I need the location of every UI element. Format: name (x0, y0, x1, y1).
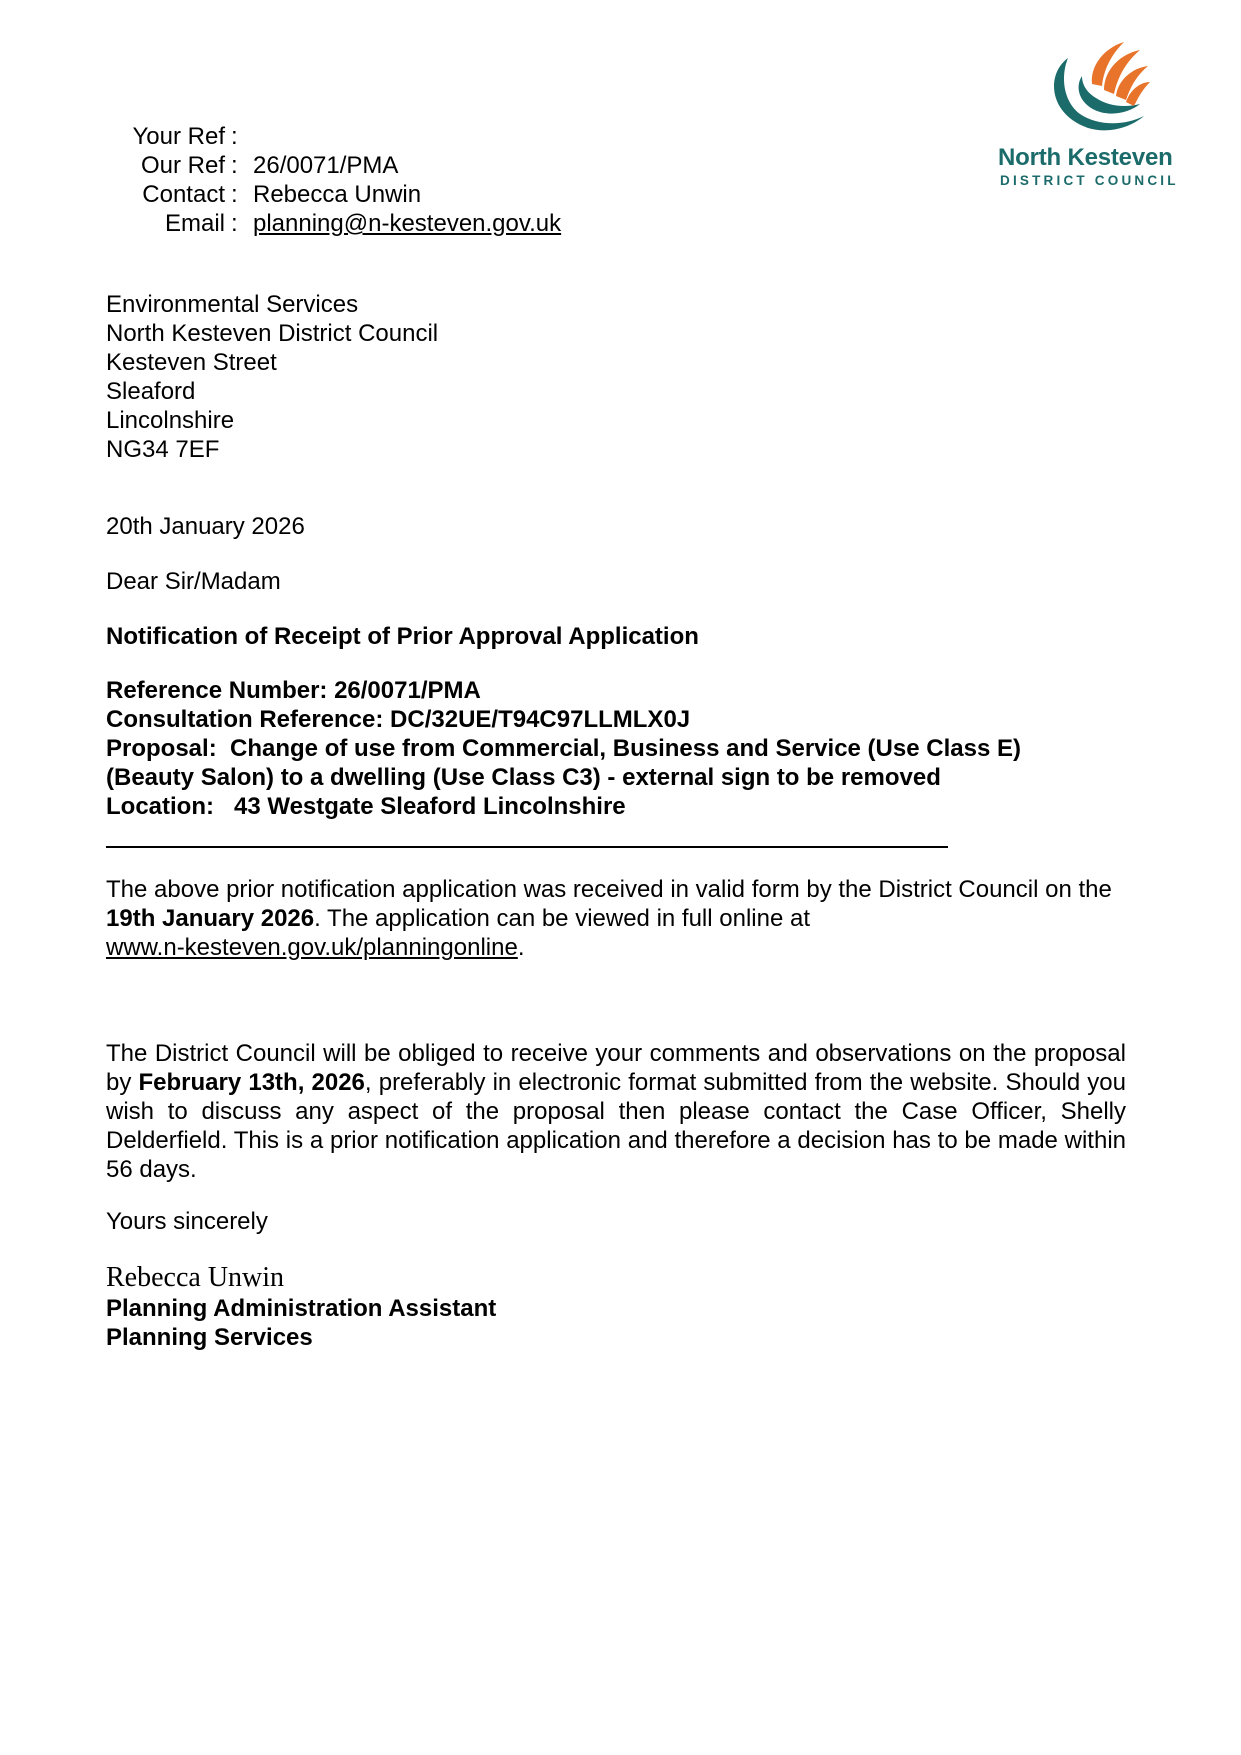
planning-online-link[interactable]: www.n-kesteven.gov.uk/planningonline (106, 934, 518, 961)
ref-value (247, 122, 253, 151)
signatory-title: Planning Administration Assistant (106, 1295, 497, 1322)
notification-title: Notification of Receipt of Prior Approval Application (106, 623, 699, 650)
reference-block (90, 122, 561, 238)
proposal-line-2: (Beauty Salon) to a dwelling (Use Class C3) - external sign to be removed (106, 764, 941, 791)
address-line: Lincolnshire (106, 407, 235, 434)
council-logo (998, 36, 1198, 196)
address-line: Sleaford (106, 378, 196, 405)
ref-row-contact: Contact : Rebecca Unwin (90, 180, 561, 209)
comments-paragraph: The District Council will be obliged to receive your comments and observations on the proposal by February 13th, 2026, preferably in electronic format submitted from the website. Should you wish to discuss any aspect of the proposal then please contact the Case Officer, Shelly Delderfield. This is a prior notification application and therefore a decision has to be made within 56 days. (106, 1040, 1127, 1183)
address-line: NG34 7EF (106, 436, 220, 463)
ref-row-your-ref: Your Ref : (90, 122, 561, 151)
receipt-paragraph: The above prior notification application was received in valid form by the District Council on the 19th January 2026. The application can be viewed in full online at www.n-kesteven.gov.uk/planningonline. (106, 876, 1112, 961)
received-date: 19th January 2026 (106, 905, 315, 932)
closing: Yours sincerely (106, 1208, 268, 1235)
logo-subtitle: DISTRICT COUNCIL (1000, 173, 1179, 188)
signatory-details (106, 1294, 496, 1352)
salutation: Dear Sir/Madam (106, 568, 281, 595)
horizontal-rule (106, 846, 948, 848)
ref-label: Our Ref (140, 152, 225, 179)
ref-label: Your Ref (132, 123, 225, 150)
logo-name: North Kesteven (998, 144, 1173, 171)
proposal-line-1: Proposal: Change of use from Commercial, Business and Service (Use Class E) (106, 735, 1021, 762)
address-line: Environmental Services (106, 291, 359, 318)
recipient-address (106, 290, 438, 464)
letter-date: 20th January 2026 (106, 513, 305, 540)
ref-value: Rebecca Unwin (253, 181, 422, 208)
reference-number: Reference Number: 26/0071/PMA (106, 677, 481, 704)
consultation-reference: Consultation Reference: DC/32UE/T94C97LLMLX0J (106, 706, 691, 733)
comment-deadline: February 13th, 2026 (138, 1069, 365, 1096)
ref-value: 26/0071/PMA (253, 152, 399, 179)
ref-label: Email (164, 210, 225, 237)
signature-name: Rebecca Unwin (106, 1262, 285, 1293)
ref-row-our-ref: Our Ref : 26/0071/PMA (90, 151, 561, 180)
signatory-department: Planning Services (106, 1324, 313, 1351)
ref-row-email: Email : planning@n-kesteven.gov.uk (90, 209, 561, 238)
council-swoosh-icon (1038, 36, 1150, 136)
ref-label: Contact (142, 181, 225, 208)
location: Location: 43 Westgate Sleaford Lincolnshire (106, 793, 626, 820)
application-details (106, 676, 1126, 821)
email-link[interactable]: planning@n-kesteven.gov.uk (253, 210, 562, 237)
address-line: North Kesteven District Council (106, 320, 439, 347)
address-line: Kesteven Street (106, 349, 277, 376)
